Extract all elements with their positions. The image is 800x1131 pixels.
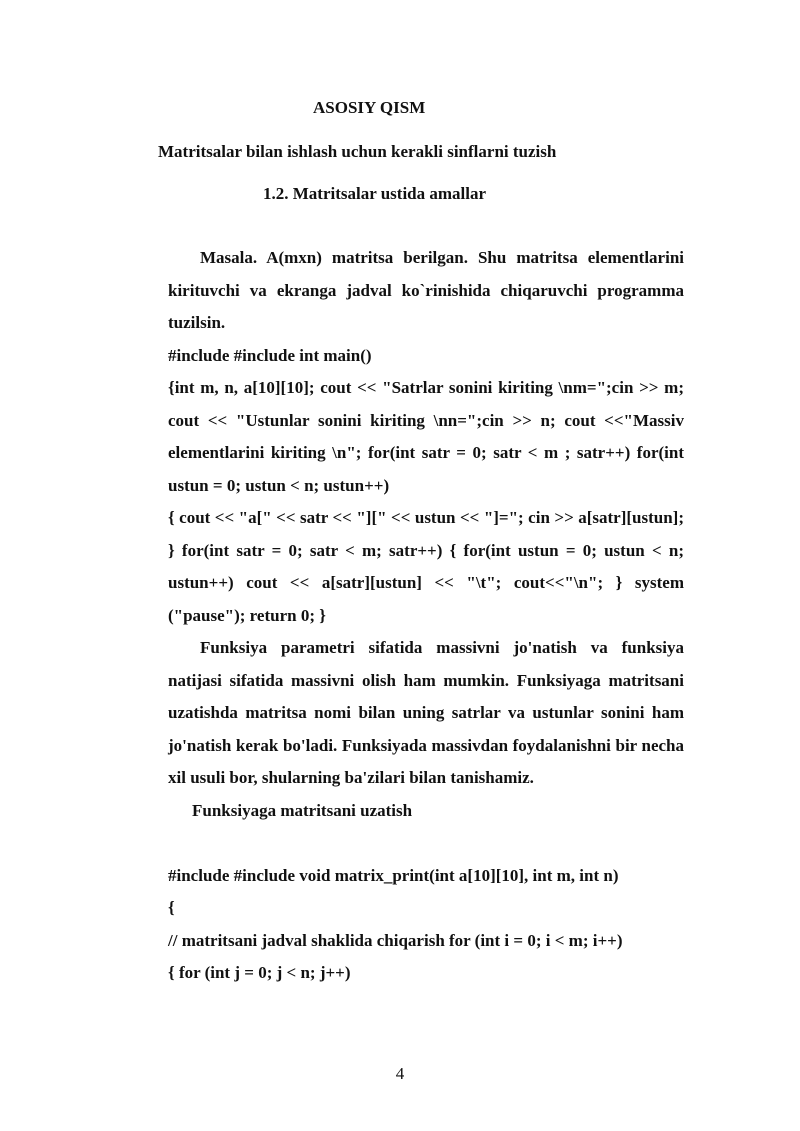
explanation-paragraph: Funksiya parametri sifatida massivni jo'natish va funksiya natijasi sifatida massivni olish ham mumkin. Funksiyaga matritsani uzatishda matritsa nomi bilan uning satrlar va ustunlar sonini ham jo'natish kerak bo'ladi. Funksiyada massivdan foydalanishni bir necha xil usuli bor, shularning ba'zilari bilan tanishamiz. [168,638,684,787]
code-inner-loop: { for (int j = 0; j < n; j++) [168,963,351,982]
subsection-title: Funksiyaga matritsani uzatish [192,800,413,820]
section-heading: 1.2. Matritsalar ustida amallar [263,184,487,203]
code-comment-loop: // matritsani jadval shaklida chiqarish for (int i = 0; i < m; i++) [168,930,623,950]
code-main-body-continued: { cout << "a[" << satr << "][" << ustun << "]="; cin >> a[satr][ustun]; } for(int satr = 0; satr < m; satr++) { for(int ustun = 0; ustun < n; ustun++) cout << a[satr][ustun] << "\t"; cout<<"\n"; } system ("pause"); return 0; } [168,508,684,625]
code-include-line: #include #include int main() [168,345,372,365]
body-text [168,242,684,990]
problem-statement: Masala. A(mxn) matritsa berilgan. Shu matritsa elementlarini kirituvchi va ekranga jadval ko`rinishida chiqaruvchi programma tuzilsin. [168,248,684,332]
code-open-brace: { [168,898,175,917]
topic-heading: Matritsalar bilan ishlash uchun kerakli sinflarni tuzish [158,142,557,161]
page-number: 4 [395,1064,405,1083]
blank-line [168,827,684,860]
code-function-signature: #include #include void matrix_print(int a[10][10], int m, int n) [168,865,619,885]
chapter-heading: ASOSIY QISM [313,98,426,117]
code-main-body: {int m, n, a[10][10]; cout << "Satrlar sonini kiriting \nm=";cin >> m; cout << "Ustunlar sonini kiriting \nn=";cin >> n; cout <<"Massiv elementlarini kiriting \n"; for(int satr = 0; satr < m ; satr++) for(int ustun = 0; ustun < n; ustun++) [168,378,684,495]
